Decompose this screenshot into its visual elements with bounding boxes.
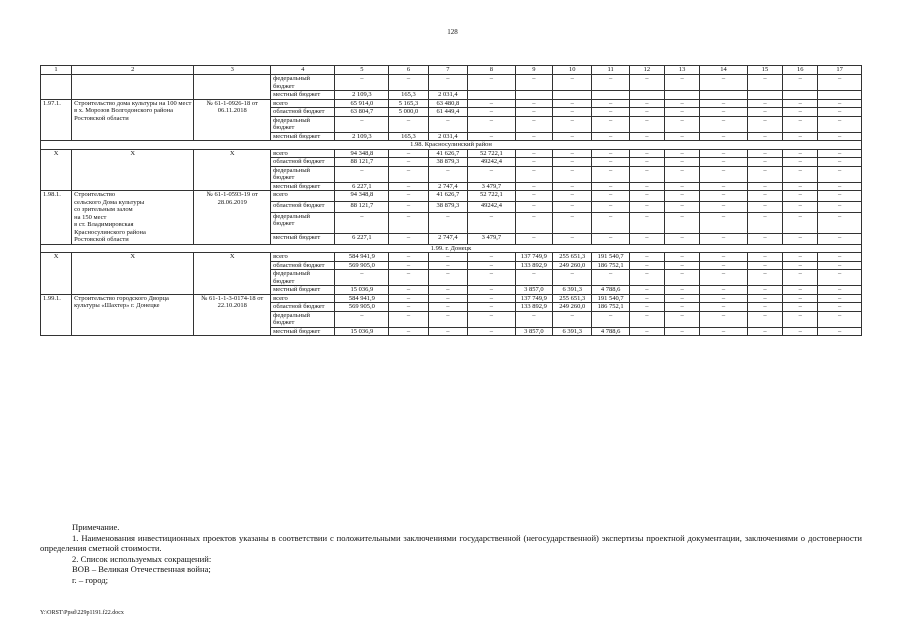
abbreviation-item: ВОВ – Великая Отечественная война; (72, 564, 211, 574)
row-label: всего (271, 99, 335, 108)
header-row (41, 66, 862, 75)
row-label: всего (271, 253, 335, 262)
project-doc: № 61-1-1-3-0174-18 от 22.10.2018 (194, 294, 271, 336)
col-header: 11 (592, 66, 629, 75)
section-row (41, 244, 862, 253)
col-header: 13 (664, 66, 699, 75)
investment-table (40, 65, 862, 336)
col-header: 5 (335, 66, 389, 75)
table-row: федеральный бюджет – – – – – – – – – – – – – (41, 212, 862, 233)
table-row: местный бюджет 6 227,1 – 2 747,4 3 479,7 – – – – – – – – – (41, 182, 862, 191)
col-header: 17 (818, 66, 862, 75)
table-row: областной бюджет 63 804,7 5 000,0 61 449,4 – – – – – – – – – – (41, 108, 862, 117)
col-header: 1 (41, 66, 72, 75)
row-label: федеральный бюджет (271, 166, 335, 182)
project-name: Строительство дома культуры на 100 мест в х. Морозов Волгодонского района Ростовской области (72, 99, 194, 141)
notes-heading: Примечание. (72, 522, 120, 532)
col-header: 15 (747, 66, 782, 75)
table-row: Х Х Х всего 584 941,9 – – – 137 749,9 255 651,3 191 540,7 – – – – – – (41, 253, 862, 262)
row-label: федеральный бюджет (271, 311, 335, 327)
abbreviation-item: г. – город; (72, 574, 109, 585)
table-row: областной бюджет 88 121,7 – 38 879,3 49242,4 – – – – – – – – – (41, 158, 862, 167)
table-row: местный бюджет 2 109,3 165,3 2 031,4 (41, 91, 862, 100)
project-number: 1.97.1. (41, 99, 72, 141)
col-header: 7 (428, 66, 467, 75)
project-doc: № 61-1-0593-19 от 28.06.2019 (194, 191, 271, 245)
row-label: федеральный бюджет (271, 75, 335, 91)
table-row: федеральный бюджет – – – – – – – – – – – – – (41, 311, 862, 327)
table-row: местный бюджет 6 227,1 – 2 747,4 3 479,7 – – – – – – – – – (41, 233, 862, 244)
table-row: 1.97.1. Строительство дома культуры на 100 мест в х. Морозов Волгодонского района Ростовской области № 61-1-0926-18 от 06.11.2018 всего 65 914,0 5 165,3 63 480,8 – – – – – – – – – – (41, 99, 862, 108)
col-header: 6 (389, 66, 428, 75)
table-row: местный бюджет 15 036,9 – – – 3 857,0 6 391,3 4 788,6 – – – – – – (41, 286, 862, 295)
row-label: местный бюджет (271, 327, 335, 336)
row-label: всего (271, 191, 335, 202)
row-label: областной бюджет (271, 303, 335, 312)
notes-section (40, 522, 862, 585)
col-header: 2 (72, 66, 194, 75)
col-header: 10 (553, 66, 592, 75)
col-header: 3 (194, 66, 271, 75)
col-header: 4 (271, 66, 335, 75)
note-item-2: 2. Список используемых сокращений: (72, 553, 212, 564)
table-row: областной бюджет 569 905,0 – – – 133 892,9 249 260,0 186 752,1 – – – – – – (41, 261, 862, 270)
row-label: местный бюджет (271, 132, 335, 141)
table-row: местный бюджет 15 036,9 – – – 3 857,0 6 391,3 4 788,6 – – – – – – (41, 327, 862, 336)
note-item-1: 1. Наименования инвестиционных проектов указаны в соответствии с положительными заключениями государственной (негосударственной) экспертизы проектной документации, заключениями о достоверности определения сметной стоимости. (40, 532, 862, 553)
col-header: 14 (700, 66, 748, 75)
row-label: всего (271, 149, 335, 158)
project-number: 1.98.1. (41, 191, 72, 245)
col-header: 8 (468, 66, 516, 75)
row-label: местный бюджет (271, 91, 335, 100)
project-name: Строительство сельского Дома культуры со зрительным залом на 150 мест в ст. Владимировская Красносулинского района Ростовской области (72, 191, 194, 245)
col-header: 16 (783, 66, 818, 75)
row-label: областной бюджет (271, 108, 335, 117)
page-number: 128 (447, 28, 458, 36)
table-row: 1.98.1. Строительство сельского Дома культуры со зрительным залом на 150 мест в ст. Владимировская Красносулинского района Ростовской области № 61-1-0593-19 от 28.06.2019 всего 94 348,8 – 41 626,7 52 722,1 – – – – – – – – – (41, 191, 862, 202)
table-row: местный бюджет 2 109,3 165,3 2 031,4 – – – – – – – – – – (41, 132, 862, 141)
row-label: всего (271, 294, 335, 303)
file-path-footer: Y:\ORST\Ppsd\229p1191.f22.docx (40, 610, 124, 616)
table-row: федеральный бюджет – – – – – – – – – – – – – (41, 166, 862, 182)
table-row: федеральный бюджет – – – – – – – – – – – – – (41, 116, 862, 132)
row-label: федеральный бюджет (271, 116, 335, 132)
row-label: местный бюджет (271, 286, 335, 295)
row-label: областной бюджет (271, 201, 335, 212)
section-title: 1.98. Красносулинский район (41, 141, 862, 150)
project-number: 1.99.1. (41, 294, 72, 336)
row-label: местный бюджет (271, 182, 335, 191)
col-header: 12 (629, 66, 664, 75)
table-row: 1.99.1. Строительство городского Дворца культуры «Шахтер» г. Донецке № 61-1-1-3-0174-18 от 22.10.2018 всего 584 941,9 – – – 137 749,9 255 651,3 191 540,7 – – – – – – (41, 294, 862, 303)
section-row (41, 141, 862, 150)
row-label: местный бюджет (271, 233, 335, 244)
section-title: 1.99. г. Донецк (41, 244, 862, 253)
row-label: областной бюджет (271, 158, 335, 167)
table-row: областной бюджет 88 121,7 – 38 879,3 49242,4 – – – – – – – – – (41, 201, 862, 212)
project-doc: № 61-1-0926-18 от 06.11.2018 (194, 99, 271, 141)
col-header: 9 (515, 66, 552, 75)
table-row: Х Х Х всего 94 348,8 – 41 626,7 52 722,1 – – – – – – – – – (41, 149, 862, 158)
row-label: областной бюджет (271, 261, 335, 270)
table-row: федеральный бюджет – – – – – – – – – – – – – (41, 270, 862, 286)
row-label: федеральный бюджет (271, 270, 335, 286)
row-label: федеральный бюджет (271, 212, 335, 233)
project-name: Строительство городского Дворца культуры «Шахтер» г. Донецке (72, 294, 194, 336)
table-row: федеральный бюджет – – – – – – – – – – – – – (41, 75, 862, 91)
table-row: областной бюджет 569 905,0 – – – 133 892,9 249 260,0 186 752,1 – – – – – – (41, 303, 862, 312)
